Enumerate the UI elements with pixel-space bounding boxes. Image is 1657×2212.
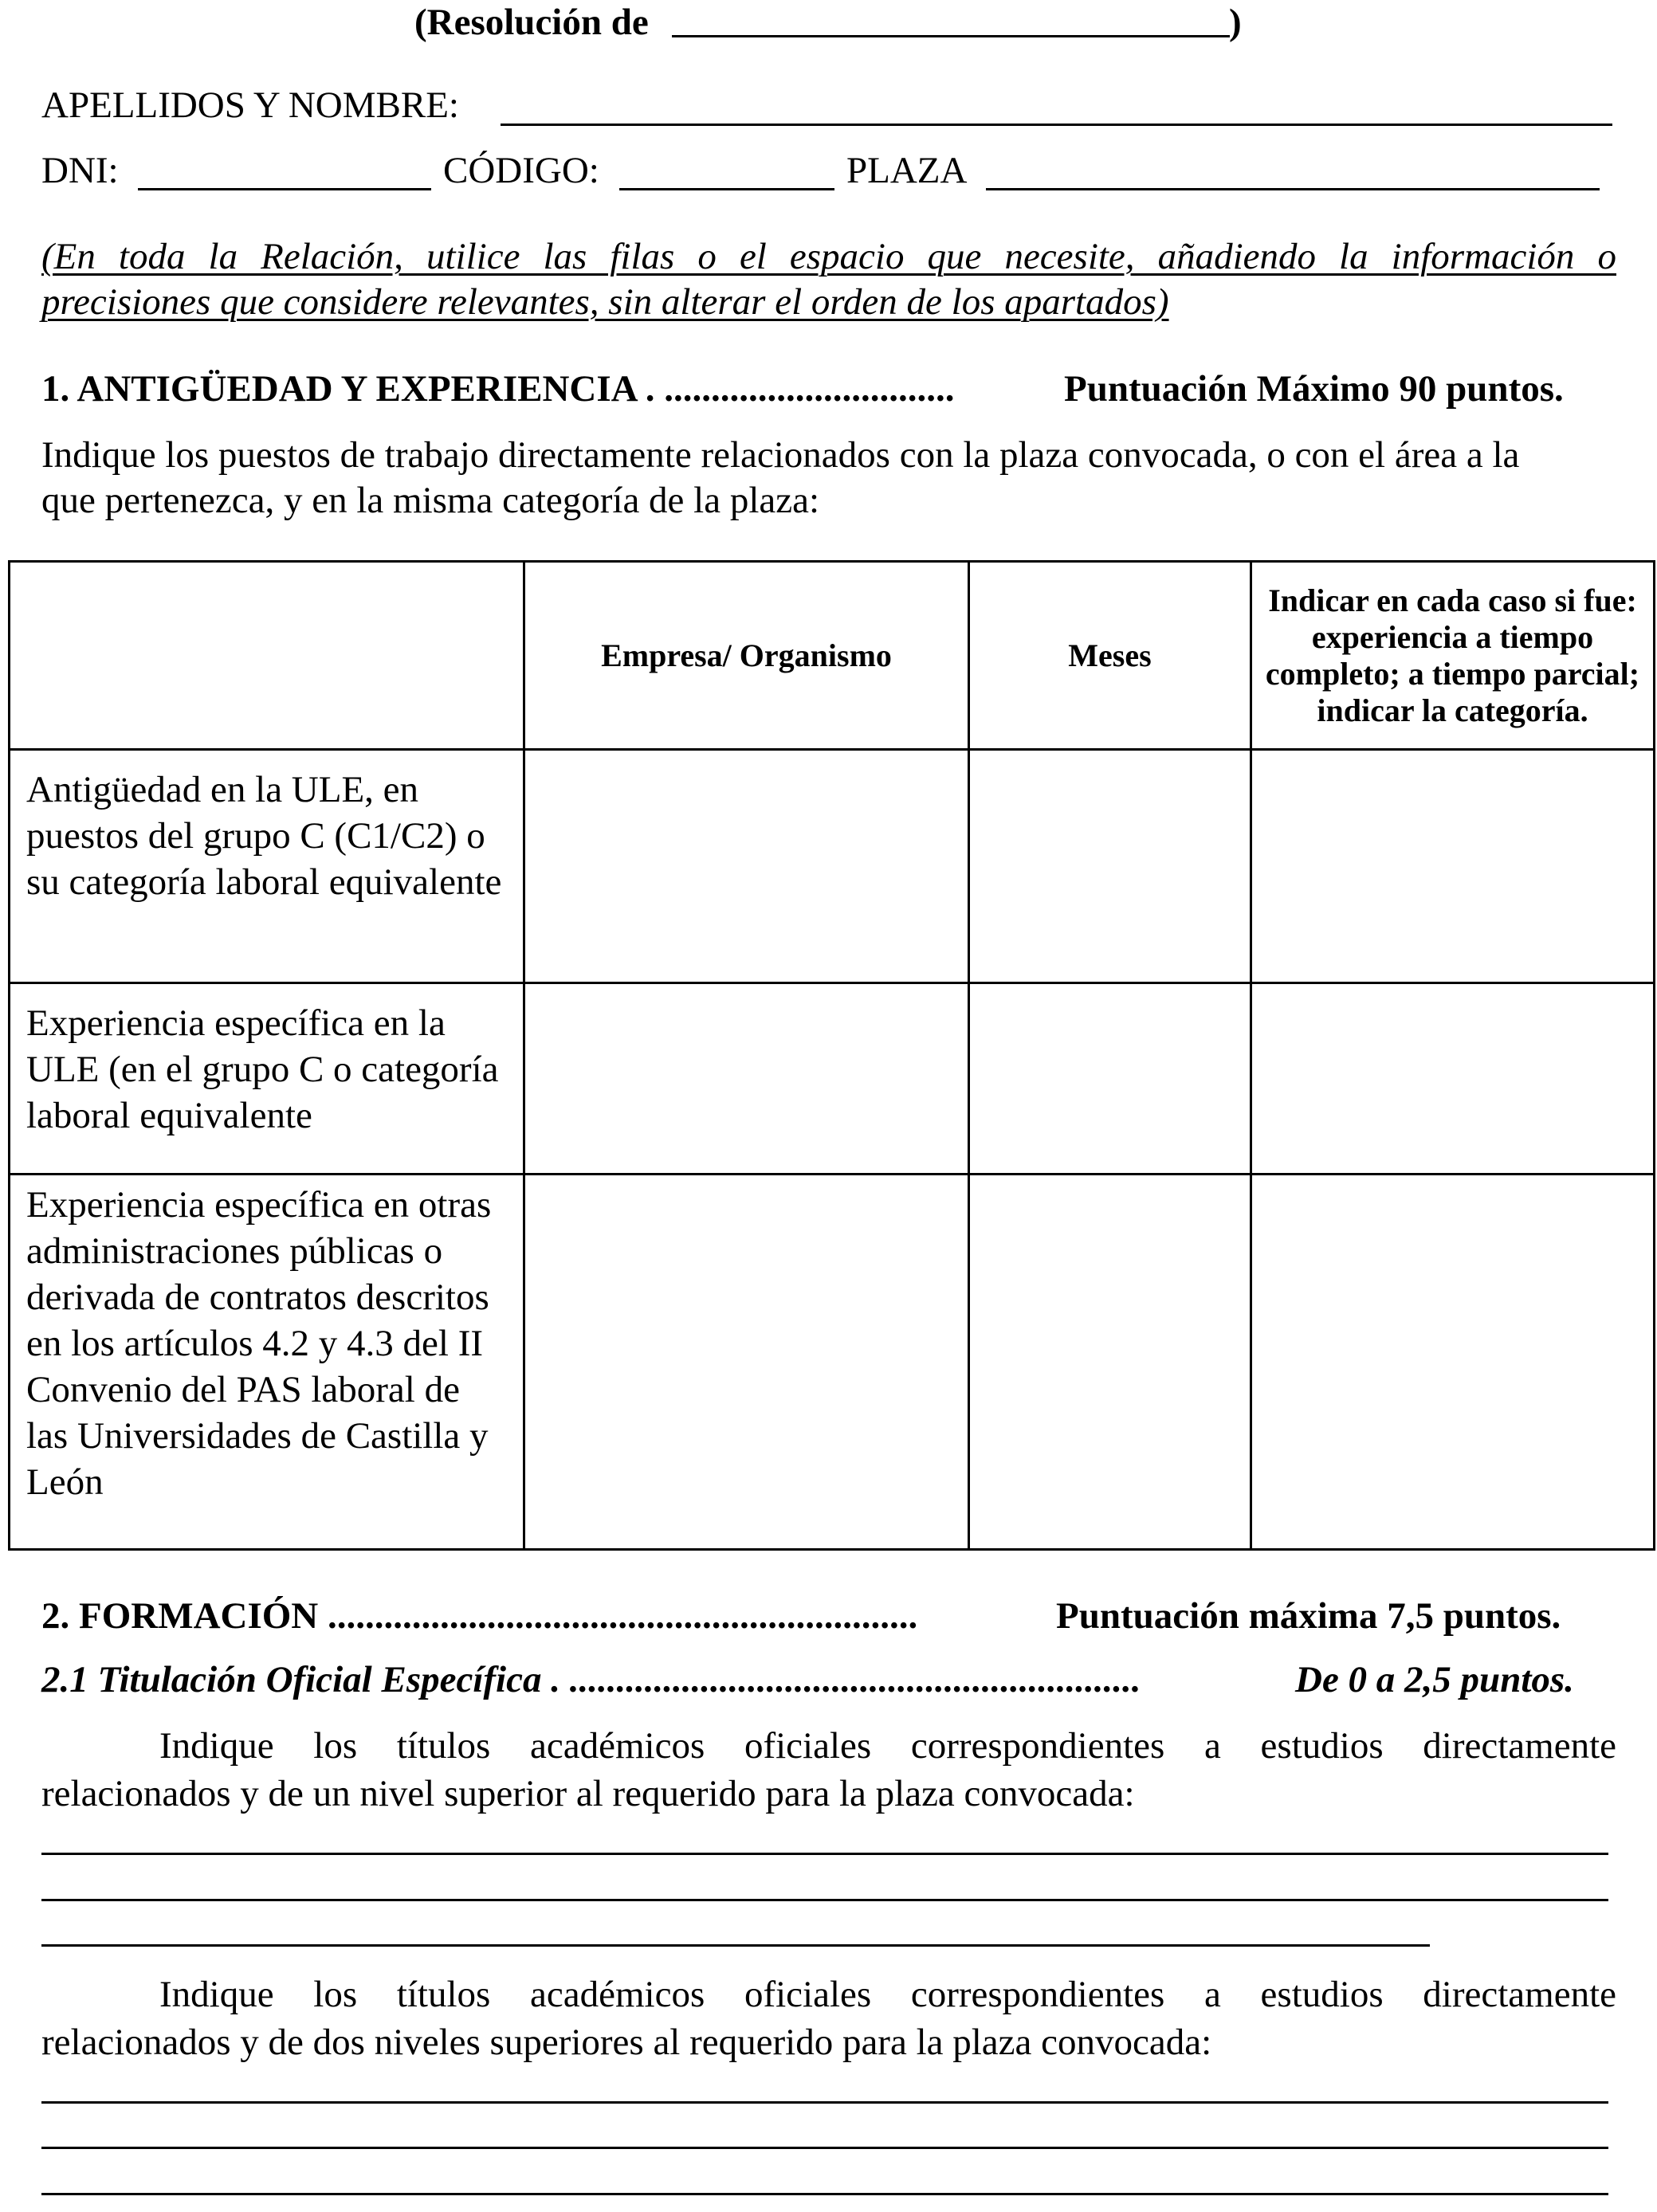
paragraph-line: Indique los títulos académicos oficiales correspondientes a estudios directamente — [159, 1974, 1616, 2015]
apellidos-field[interactable] — [501, 124, 1612, 126]
table-cell-empresa[interactable] — [524, 1175, 969, 1550]
section1-description — [41, 433, 1616, 524]
resolucion-blank-line[interactable] — [672, 35, 1230, 37]
table-row-label: Experiencia específica en la ULE (en el grupo C o categoría laboral equivalente — [10, 983, 524, 1175]
section1-desc-line: Indique los puestos de trabajo directamente relacionados con la plaza convocada, o con el área a la — [41, 434, 1520, 476]
section1-points: Puntuación Máximo 90 puntos. — [1064, 368, 1564, 410]
section2-points: Puntuación máxima 7,5 puntos. — [1056, 1595, 1561, 1637]
plaza-label: PLAZA — [846, 150, 968, 191]
table-cell-indicar[interactable] — [1251, 750, 1655, 983]
titulos-nivel-superior-paragraph — [41, 1722, 1616, 1818]
table-row-label: Antigüedad en la ULE, en puestos del grupo C (C1/C2) o su categoría laboral equivalente — [10, 750, 524, 983]
codigo-field[interactable] — [619, 188, 834, 190]
table-header-indicar: Indicar en cada caso si fue: experiencia a tiempo completo; a tiempo parcial; indicar la categoría. — [1251, 562, 1655, 750]
table-cell-meses[interactable] — [969, 750, 1251, 983]
codigo-label: CÓDIGO: — [443, 150, 599, 191]
paragraph-line: relacionados y de dos niveles superiores al requerido para la plaza convocada: — [41, 2022, 1212, 2063]
section21-points: De 0 a 2,5 puntos. — [1295, 1659, 1574, 1700]
table-cell-indicar[interactable] — [1251, 1175, 1655, 1550]
apellidos-label: APELLIDOS Y NOMBRE: — [41, 84, 459, 126]
table-cell-indicar[interactable] — [1251, 983, 1655, 1175]
table-row — [10, 983, 1655, 1175]
titulos-answer-line[interactable] — [41, 2193, 1608, 2195]
table-row-label: Experiencia específica en otras administraciones públicas o derivada de contratos descritos en los artículos 4.2 y 4.3 del II Convenio del PAS laboral de las Universidades de Castilla y León — [10, 1175, 524, 1550]
section21-heading: 2.1 Titulación Oficial Específica . ............................................................. — [41, 1659, 1141, 1700]
titulos-answer-line[interactable] — [41, 2101, 1608, 2104]
titulos-answer-line[interactable] — [41, 1853, 1608, 1855]
table-cell-meses[interactable] — [969, 1175, 1251, 1550]
instruction-line: (En toda la Relación, utilice las filas o el espacio que necesite, añadiendo la información o — [41, 236, 1616, 277]
table-header-meses: Meses — [969, 562, 1251, 750]
paragraph-line: Indique los títulos académicos oficiales correspondientes a estudios directamente — [159, 1725, 1616, 1767]
table-header-row — [10, 562, 1655, 750]
plaza-field[interactable] — [986, 188, 1600, 190]
resolucion-close-paren: ) — [1229, 2, 1242, 43]
table-cell-empresa[interactable] — [524, 750, 969, 983]
dni-field[interactable] — [138, 188, 431, 190]
table-row — [10, 750, 1655, 983]
table-header-empty — [10, 562, 524, 750]
instruction-line: precisiones que considere relevantes, sin alterar el orden de los apartados) — [41, 281, 1169, 323]
section2-heading: 2. FORMACIÓN ............................................................... — [41, 1595, 918, 1637]
section1-desc-line: que pertenezca, y en la misma categoría de la plaza: — [41, 480, 820, 521]
section1-heading: 1. ANTIGÜEDAD Y EXPERIENCIA . ............................... — [41, 368, 955, 410]
titulos-answer-line[interactable] — [41, 2147, 1608, 2149]
table-cell-empresa[interactable] — [524, 983, 969, 1175]
titulos-dos-niveles-paragraph — [41, 1971, 1616, 2066]
resolucion-label: (Resolución de — [414, 2, 649, 43]
paragraph-line: relacionados y de un nivel superior al requerido para la plaza convocada: — [41, 1773, 1135, 1814]
titulos-answer-line[interactable] — [41, 1944, 1430, 1947]
table-row — [10, 1175, 1655, 1550]
table-cell-meses[interactable] — [969, 983, 1251, 1175]
table-header-empresa: Empresa/ Organismo — [524, 562, 969, 750]
instruction-note — [41, 234, 1616, 325]
titulos-answer-line[interactable] — [41, 1899, 1608, 1901]
experience-table — [8, 560, 1655, 1551]
dni-label: DNI: — [41, 150, 119, 191]
